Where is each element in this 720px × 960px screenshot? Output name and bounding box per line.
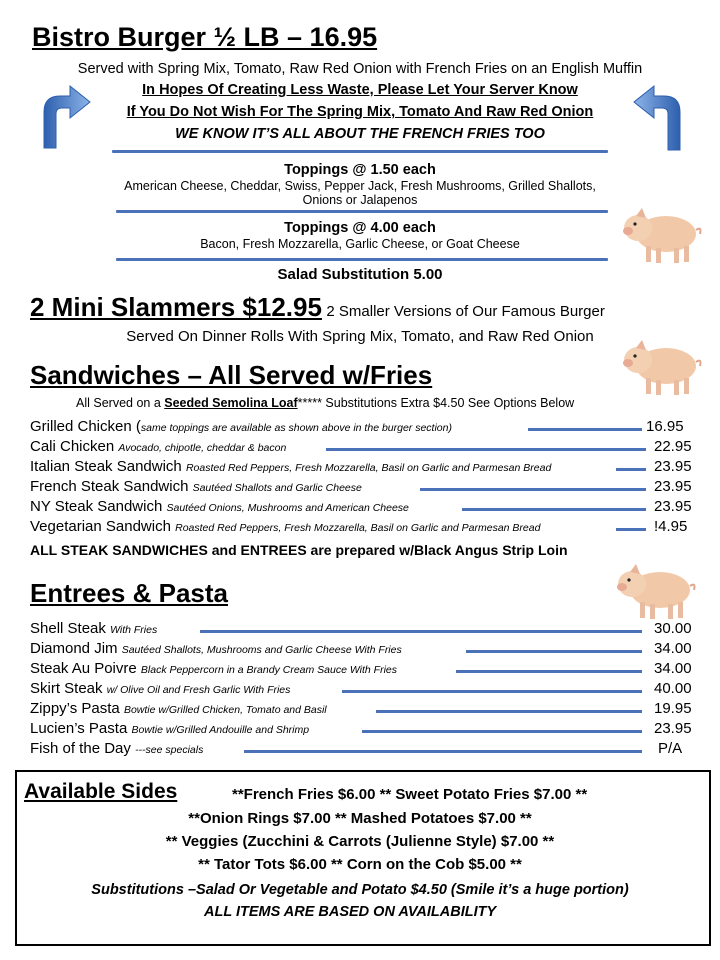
leader-line (616, 528, 646, 531)
item-desc: Sautéed Shallots and Garlic Cheese (192, 482, 362, 494)
item-desc: same toppings are available as shown above in the burger section) (140, 422, 452, 434)
item-desc: Sautéed Onions, Mushrooms and American Cheese (166, 502, 409, 514)
sides-line-3: ** Veggies (Zucchini & Carrots (Julienne Style) $7.00 ** (165, 833, 555, 850)
sandwiches-title: Sandwiches – All Served w/Fries (30, 360, 433, 390)
pig-icon (614, 560, 700, 622)
item-name: Grilled Chicken ( (30, 418, 141, 435)
leader-line (456, 670, 642, 673)
leader-line (376, 710, 642, 713)
pig-icon (620, 336, 706, 398)
bread-name: Seeded Semolina Loaf (164, 396, 298, 410)
item-desc: w/ Olive Oil and Fresh Garlic With Fries (106, 684, 291, 696)
burger-waste-note: In Hopes Of Creating Less Waste, Please Let Your Server Know (142, 82, 578, 98)
item-name: French Steak Sandwich (30, 478, 189, 495)
item-price: 16.95 (646, 418, 684, 435)
leader-line (342, 690, 642, 693)
sandwiches-note (76, 396, 574, 410)
burger-fries-note: WE KNOW IT’S ALL ABOUT THE FRENCH FRIES TOO (175, 126, 545, 142)
sandwich-item-italian-steak (30, 458, 710, 478)
curved-arrow-right-icon (632, 82, 684, 152)
leader-line (244, 750, 642, 753)
leader-line (200, 630, 642, 633)
sliders-title: 2 Mini Slammers $12.95 (30, 292, 322, 322)
toppings-1-title: Toppings @ 1.50 each (284, 162, 436, 178)
sandwich-item-vegetarian (30, 518, 710, 538)
sliders-subtitle: 2 Smaller Versions of Our Famous Burger (326, 303, 605, 320)
divider (112, 150, 608, 153)
leader-line (362, 730, 642, 733)
sides-line-1: **French Fries $6.00 ** Sweet Potato Fries $7.00 ** (232, 786, 588, 803)
item-name: Italian Steak Sandwich (30, 458, 182, 475)
sandwich-item-french-steak (30, 478, 710, 498)
item-price: P/A (658, 740, 683, 757)
item-desc: Roasted Red Peppers, Fresh Mozzarella, Basil on Garlic and Parmesan Bread (175, 522, 541, 534)
availability-note: ALL ITEMS ARE BASED ON AVAILABILITY (204, 904, 497, 920)
item-desc: Roasted Red Peppers, Fresh Mozzarella, Basil on Garlic and Parmesan Bread (185, 462, 552, 474)
sides-line-4: ** Tator Tots $6.00 ** Corn on the Cob $5.00 ** (198, 856, 522, 873)
note-prefix: All Served on a (76, 396, 165, 410)
item-name: NY Steak Sandwich (30, 498, 163, 515)
burger-title: Bistro Burger ½ LB – 16.95 (32, 22, 378, 52)
entree-item-steak-au-poivre (30, 660, 710, 680)
item-name: Diamond Jim (30, 640, 118, 657)
sliders-heading (30, 292, 605, 323)
steak-note: ALL STEAK SANDWICHES and ENTREES are prepared w/Black Angus Strip Loin (30, 542, 568, 558)
item-name: Cali Chicken (30, 438, 115, 455)
item-desc: Black Peppercorn in a Brandy Cream Sauce With Fries (140, 664, 398, 676)
sides-title: Available Sides (24, 780, 178, 803)
item-price: 23.95 (654, 498, 692, 515)
item-name: Lucien’s Pasta (30, 720, 128, 737)
sandwich-item-ny-steak (30, 498, 710, 518)
sandwich-item-cali-chicken (30, 438, 710, 458)
toppings-2-title: Toppings @ 4.00 each (284, 220, 436, 236)
divider (116, 258, 608, 261)
leader-line (420, 488, 646, 491)
item-desc: Bowtie w/Grilled Andouille and Shrimp (131, 724, 310, 736)
item-price: 30.00 (654, 620, 692, 637)
pig-icon (620, 204, 706, 266)
toppings-1-list-2: Onions or Jalapenos (302, 193, 418, 207)
leader-line (528, 428, 642, 431)
item-name: Shell Steak (30, 620, 106, 637)
burger-waste-note-2: If You Do Not Wish For The Spring Mix, Tomato And Raw Red Onion (126, 104, 594, 120)
item-price: 34.00 (654, 640, 692, 657)
entree-item-fish-of-the-day (30, 740, 710, 760)
entree-item-shell-steak (30, 620, 710, 640)
entree-item-skirt-steak (30, 680, 710, 700)
entree-item-diamond-jim (30, 640, 710, 660)
item-desc: Avocado, chipotle, cheddar & bacon (118, 442, 287, 454)
item-desc: ---see specials (135, 744, 204, 756)
toppings-1-list: American Cheese, Cheddar, Swiss, Pepper Jack, Fresh Mushrooms, Grilled Shallots, (124, 179, 596, 193)
leader-line (616, 468, 646, 471)
item-desc: Bowtie w/Grilled Chicken, Tomato and Basil (123, 704, 327, 716)
leader-line (466, 650, 642, 653)
item-desc: With Fries (110, 624, 158, 636)
item-name: Fish of the Day (30, 740, 131, 757)
sliders-description: Served On Dinner Rolls With Spring Mix, Tomato, and Raw Red Onion (126, 328, 594, 345)
item-price: 34.00 (654, 660, 692, 677)
item-name: Vegetarian Sandwich (30, 518, 171, 535)
entree-item-luciens-pasta (30, 720, 710, 740)
sides-line-2: **Onion Rings $7.00 ** Mashed Potatoes $7.00 ** (188, 810, 532, 827)
item-price: 23.95 (654, 720, 692, 737)
item-price: 23.95 (654, 458, 692, 475)
item-desc: Sautéed Shallots, Mushrooms and Garlic Cheese With Fries (121, 644, 402, 656)
item-price: 19.95 (654, 700, 692, 717)
sandwich-item-grilled-chicken (30, 418, 710, 438)
entrees-title: Entrees & Pasta (30, 578, 228, 608)
curved-arrow-left-icon (40, 82, 92, 150)
item-price: 23.95 (654, 478, 692, 495)
toppings-2-list: Bacon, Fresh Mozzarella, Garlic Cheese, or Goat Cheese (200, 237, 520, 251)
leader-line (326, 448, 646, 451)
item-price: 22.95 (654, 438, 692, 455)
item-price: 40.00 (654, 680, 692, 697)
note-suffix: ***** Substitutions Extra $4.50 See Options Below (297, 396, 575, 410)
item-price: !4.95 (654, 518, 688, 535)
divider (116, 210, 608, 213)
entree-item-zippys-pasta (30, 700, 710, 720)
item-name: Skirt Steak (30, 680, 103, 697)
burger-description: Served with Spring Mix, Tomato, Raw Red Onion with French Fries on an English Muffin (77, 61, 643, 77)
item-name: Steak Au Poivre (30, 660, 137, 677)
salad-substitution: Salad Substitution 5.00 (277, 266, 443, 283)
leader-line (462, 508, 646, 511)
item-name: Zippy’s Pasta (30, 700, 120, 717)
substitutions-note: Substitutions –Salad Or Vegetable and Potato $4.50 (Smile it’s a huge portion) (91, 882, 629, 898)
